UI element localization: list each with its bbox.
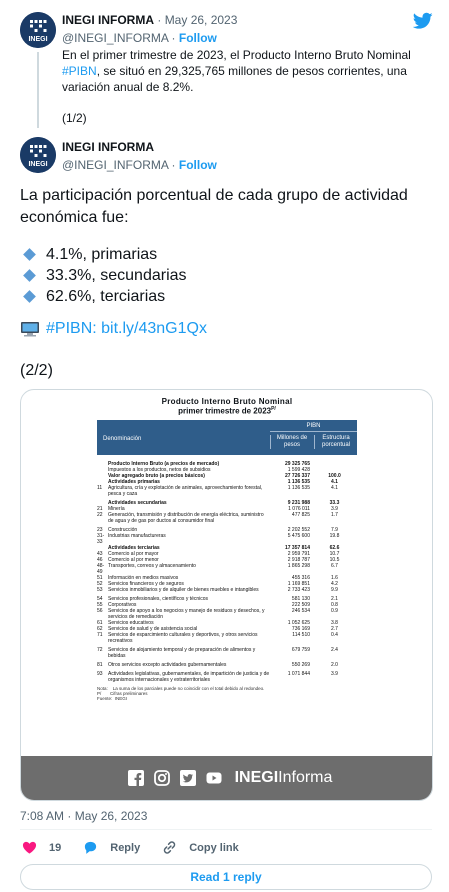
- action-bar: [22, 840, 261, 855]
- diamond-icon: [23, 248, 36, 261]
- table-cell-v2: 0.4: [331, 631, 338, 638]
- like-button[interactable]: [22, 840, 61, 855]
- table-cell-v2: 10.5: [329, 556, 340, 563]
- tweet2-handle-row: @INEGI_INFORMA · Follow: [62, 158, 217, 172]
- table-cell-code: 62: [97, 625, 103, 632]
- table-header: [97, 420, 357, 455]
- table-cell-desc: Comercio al por mayor: [108, 550, 159, 557]
- table-body: [97, 461, 357, 683]
- table-cell-v2: 2.4: [331, 646, 338, 653]
- table-cell-desc: Servicios inmobiliarios y de alquiler de bienes muebles e intangibles: [108, 586, 259, 593]
- reply-icon: [83, 840, 98, 855]
- table-cell-v2: 1.7: [331, 511, 338, 518]
- table-cell-v2: 4.1: [331, 478, 338, 485]
- inegi-logo-icon: [20, 137, 56, 173]
- column-group-header: PIBN: [270, 423, 357, 432]
- pib-table: [97, 392, 357, 701]
- table-cell-desc: Actividades terciarias: [108, 544, 160, 551]
- table-cell-v2: 6.7: [331, 562, 338, 569]
- table-cell-code: 93: [97, 670, 103, 677]
- avatar-text: INEGI: [28, 161, 48, 168]
- tweet2-intro: La participación porcentual de cada grupo de actividad económica fue:: [20, 187, 408, 226]
- table-cell-v1: 581 130: [291, 595, 310, 602]
- link-row: [20, 320, 207, 338]
- table-cell-v2: 2.7: [331, 625, 338, 632]
- table-title: Producto Interno Bruto Nominal: [161, 397, 293, 406]
- table-cell-v1: 2 733 423: [287, 586, 310, 593]
- table-row: [97, 632, 357, 644]
- table-cell-v1: 2 918 787: [287, 556, 310, 563]
- table-cell-v2: 2.1: [331, 595, 338, 602]
- facebook-icon: [128, 770, 144, 786]
- table-cell-desc: Servicios de apoyo a los negocios y manejo de residuos y desechos, y servicios de remediación: [108, 607, 265, 620]
- table-cell-v1: 455 316: [291, 574, 310, 581]
- read-replies-button[interactable]: Read 1 reply: [20, 864, 432, 890]
- follow-button[interactable]: Follow: [178, 158, 217, 172]
- table-cell-desc: Comercio al por menor: [108, 556, 159, 563]
- table-cell-v2: 0.9: [331, 607, 338, 614]
- table-cell-v1: 27 726 337: [284, 472, 310, 479]
- table-cell-desc: Servicios de esparcimiento culturales y deportivos, y otros servicios recreativos: [108, 631, 258, 644]
- table-cell-desc: Actividades primarias: [108, 478, 160, 485]
- table-cell-code: 31-33: [97, 532, 105, 545]
- table-cell-desc: Servicios profesionales, científicos y técnicos: [108, 595, 209, 602]
- table-row: [97, 647, 357, 659]
- youtube-icon: [206, 770, 222, 786]
- column-header: Denominación: [103, 435, 142, 442]
- tweet-date[interactable]: May 26, 2023: [164, 13, 238, 27]
- table-cell-v1: 1 865 298: [287, 562, 310, 569]
- column-header: Estructura porcentual: [314, 435, 357, 449]
- copy-link-button[interactable]: [162, 840, 239, 855]
- table-cell-desc: Servicios educativos: [108, 619, 154, 626]
- table-cell-desc: Servicios de salud y de asistencia social: [108, 625, 198, 632]
- instagram-icon: [154, 770, 170, 786]
- table-cell-v1: 1 599 428: [287, 466, 310, 473]
- thread-connector: [37, 52, 39, 128]
- tweet-timestamp[interactable]: 7:08 AM · May 26, 2023: [20, 809, 148, 823]
- bullet-list: [22, 244, 187, 307]
- table-cell-desc: Minería: [108, 505, 125, 512]
- table-row: [97, 587, 357, 593]
- table-cell-code: 71: [97, 631, 103, 638]
- table-cell-v1: 1 169 851: [287, 580, 310, 587]
- twitter-logo-icon[interactable]: [413, 12, 433, 30]
- table-cell-v2: 3.9: [331, 670, 338, 677]
- tweet1-handle-row: @INEGI_INFORMA · Follow: [62, 31, 217, 45]
- table-cell-v2: 62.6: [329, 544, 340, 551]
- table-cell-desc: Industrias manufactureras: [108, 532, 166, 539]
- table-cell-code: 21: [97, 505, 103, 512]
- table-cell-code: 54: [97, 595, 103, 602]
- tweet-image[interactable]: [20, 389, 433, 801]
- table-cell-desc: Construcción: [108, 526, 138, 533]
- tweet1-part-label: (1/2): [62, 111, 87, 125]
- table-cell-v2: 3.9: [331, 505, 338, 512]
- avatar[interactable]: [20, 12, 56, 48]
- table-row: [97, 512, 357, 524]
- table-cell-v1: 679 759: [291, 646, 310, 653]
- table-cell-v1: 29 325 765: [284, 460, 310, 467]
- table-row: [97, 533, 357, 545]
- heart-icon: [22, 840, 37, 855]
- table-cell-v1: 1 136 535: [287, 478, 310, 485]
- table-cell-v1: 1 136 535: [287, 484, 310, 491]
- table-cell-code: 46: [97, 556, 103, 563]
- author-handle[interactable]: @INEGI_INFORMA: [62, 158, 169, 172]
- table-cell-v2: 100.0: [328, 472, 341, 479]
- table-row: [97, 563, 357, 575]
- table-cell-code: 51: [97, 574, 103, 581]
- table-cell-v2: 33.3: [329, 499, 340, 506]
- follow-button[interactable]: Follow: [178, 31, 217, 45]
- tweet1-header: INEGI INFORMA · May 26, 2023: [62, 13, 238, 27]
- table-row: [97, 662, 357, 668]
- table-cell-v1: 2 202 552: [287, 526, 310, 533]
- table-cell-code: 48-49: [97, 562, 105, 575]
- inegi-logo-icon: [20, 12, 56, 48]
- table-cell-desc: Servicios financieros y de seguros: [108, 580, 184, 587]
- table-cell-v2: 4.1: [331, 484, 338, 491]
- table-cell-v2: 9.9: [331, 586, 338, 593]
- short-url-link[interactable]: bit.ly/43nG1Qx: [101, 320, 207, 337]
- table-cell-desc: Servicios de alojamiento temporal y de preparación de alimentos y bebidas: [108, 646, 256, 659]
- table-subtitle: primer trimestre de $2023^{P/}$: [178, 406, 276, 416]
- table-cell-v2: 1.6: [331, 574, 338, 581]
- list-item: 33.3%, secundarias: [22, 265, 187, 286]
- hashtag-link[interactable]: #PIBN:: [46, 320, 97, 337]
- diamond-icon: [23, 290, 36, 303]
- table-cell-desc: Información en medios masivos: [108, 574, 179, 581]
- link-icon: [162, 840, 177, 855]
- author-name[interactable]: INEGI INFORMA: [62, 140, 154, 154]
- table-notes: Nota: La suma de los parciales puede no coincidir con el total debido al redondeo. P/ Cifras preliminares Fuente: INEGI: [97, 685, 265, 701]
- table-cell-code: 61: [97, 619, 103, 626]
- table-cell-code: 11: [97, 484, 103, 491]
- table-cell-code: 23: [97, 526, 103, 533]
- table-cell-v2: 19.8: [329, 532, 340, 539]
- table-cell-desc: Transportes, correos y almacenamiento: [108, 562, 196, 569]
- table-cell-v1: 736 169: [291, 625, 310, 632]
- list-item: 62.6%, terciarias: [22, 286, 187, 307]
- table-cell-v1: 1 071 844: [287, 670, 310, 677]
- author-name[interactable]: INEGI INFORMA: [62, 13, 154, 27]
- table-cell-v1: 246 534: [291, 607, 310, 614]
- table-cell-v1: 2 959 791: [287, 550, 310, 557]
- table-cell-code: 72: [97, 646, 103, 653]
- table-cell-desc: Actividades secundarias: [108, 499, 167, 506]
- table-cell-desc: Producto Interno Bruto (a precios de mercado): [108, 460, 220, 467]
- tweet1-text: En el primer trimestre de 2023, el Producto Interno Bruto Nominal #PIBN, se situó en 29,325,765 millones de pesos corrientes, una variación anual de 8.2%.: [62, 48, 411, 94]
- table-cell-v1: 9 231 988: [287, 499, 310, 506]
- table-cell-v1: 550 269: [291, 661, 310, 668]
- like-count: 19: [49, 841, 62, 854]
- table-cell-code: 81: [97, 661, 103, 668]
- tweet2-part-label: (2/2): [20, 362, 53, 379]
- table-cell-code: 22: [97, 511, 103, 518]
- table-row: [97, 485, 357, 497]
- table-cell-desc: Otros servicios excepto actividades gubernamentales: [108, 661, 227, 668]
- table-cell-v2: 2.0: [331, 661, 338, 668]
- table-cell-desc: Valor agregado bruto (a precios básicos): [108, 472, 205, 479]
- table-cell-desc: Impuestos a los productos, netos de subsidios: [108, 466, 211, 473]
- table-cell-desc: Agricultura, cría y explotación de animales, aprovechamiento forestal, pesca y caza: [108, 484, 263, 497]
- diamond-icon: [23, 269, 36, 282]
- list-item: 4.1%, primarias: [22, 244, 187, 265]
- inegi-informa-logo: INEGIInforma: [234, 769, 333, 786]
- table-cell-v1: 1 076 011: [288, 505, 310, 512]
- table-cell-code: 55: [97, 601, 103, 608]
- table-cell-v1: 1 052 625: [287, 619, 310, 626]
- table-cell-code: 43: [97, 550, 103, 557]
- table-cell-v2: 0.8: [331, 601, 338, 608]
- avatar-text: INEGI: [28, 36, 48, 43]
- table-cell-v1: 222 509: [291, 601, 310, 608]
- author-handle[interactable]: @INEGI_INFORMA: [62, 31, 169, 45]
- table-cell-code: 53: [97, 586, 103, 593]
- table-cell-v2: 10.7: [329, 550, 340, 557]
- image-footer: [21, 756, 433, 800]
- table-cell-code: 56: [97, 607, 103, 614]
- table-cell-v2: 3.8: [331, 619, 338, 626]
- avatar[interactable]: [20, 137, 56, 173]
- column-header: Millones de pesos: [270, 435, 313, 449]
- computer-icon: [20, 321, 40, 337]
- table-cell-v1: 17 357 814: [284, 544, 310, 551]
- table-cell-v2: 4.2: [331, 580, 338, 587]
- table-cell-code: 52: [97, 580, 103, 587]
- divider: [20, 829, 432, 830]
- table-cell-desc: Corporativos: [108, 601, 137, 608]
- hashtag-link[interactable]: #PIBN: [62, 64, 97, 78]
- table-cell-desc: Generación, transmisión y distribución de energía eléctrica, suministro de agua y de gas por ductos al consumidor final: [108, 511, 264, 524]
- table-row: [97, 671, 357, 683]
- table-cell-desc: Actividades legislativas, gubernamentales, de impartición de justicia y de organismos internacionales y extraterritoriales: [108, 670, 270, 683]
- table-cell-v1: 114 510: [292, 631, 310, 638]
- reply-label: Reply: [110, 841, 141, 854]
- copy-link-label: Copy link: [189, 841, 239, 854]
- table-cell-v1: 5 475 600: [287, 532, 310, 539]
- twitter-icon: [180, 770, 196, 786]
- table-row: [97, 608, 357, 620]
- table-cell-v1: 477 825: [291, 511, 310, 518]
- table-cell-v2: 7.9: [331, 526, 338, 533]
- reply-button[interactable]: [83, 840, 140, 855]
